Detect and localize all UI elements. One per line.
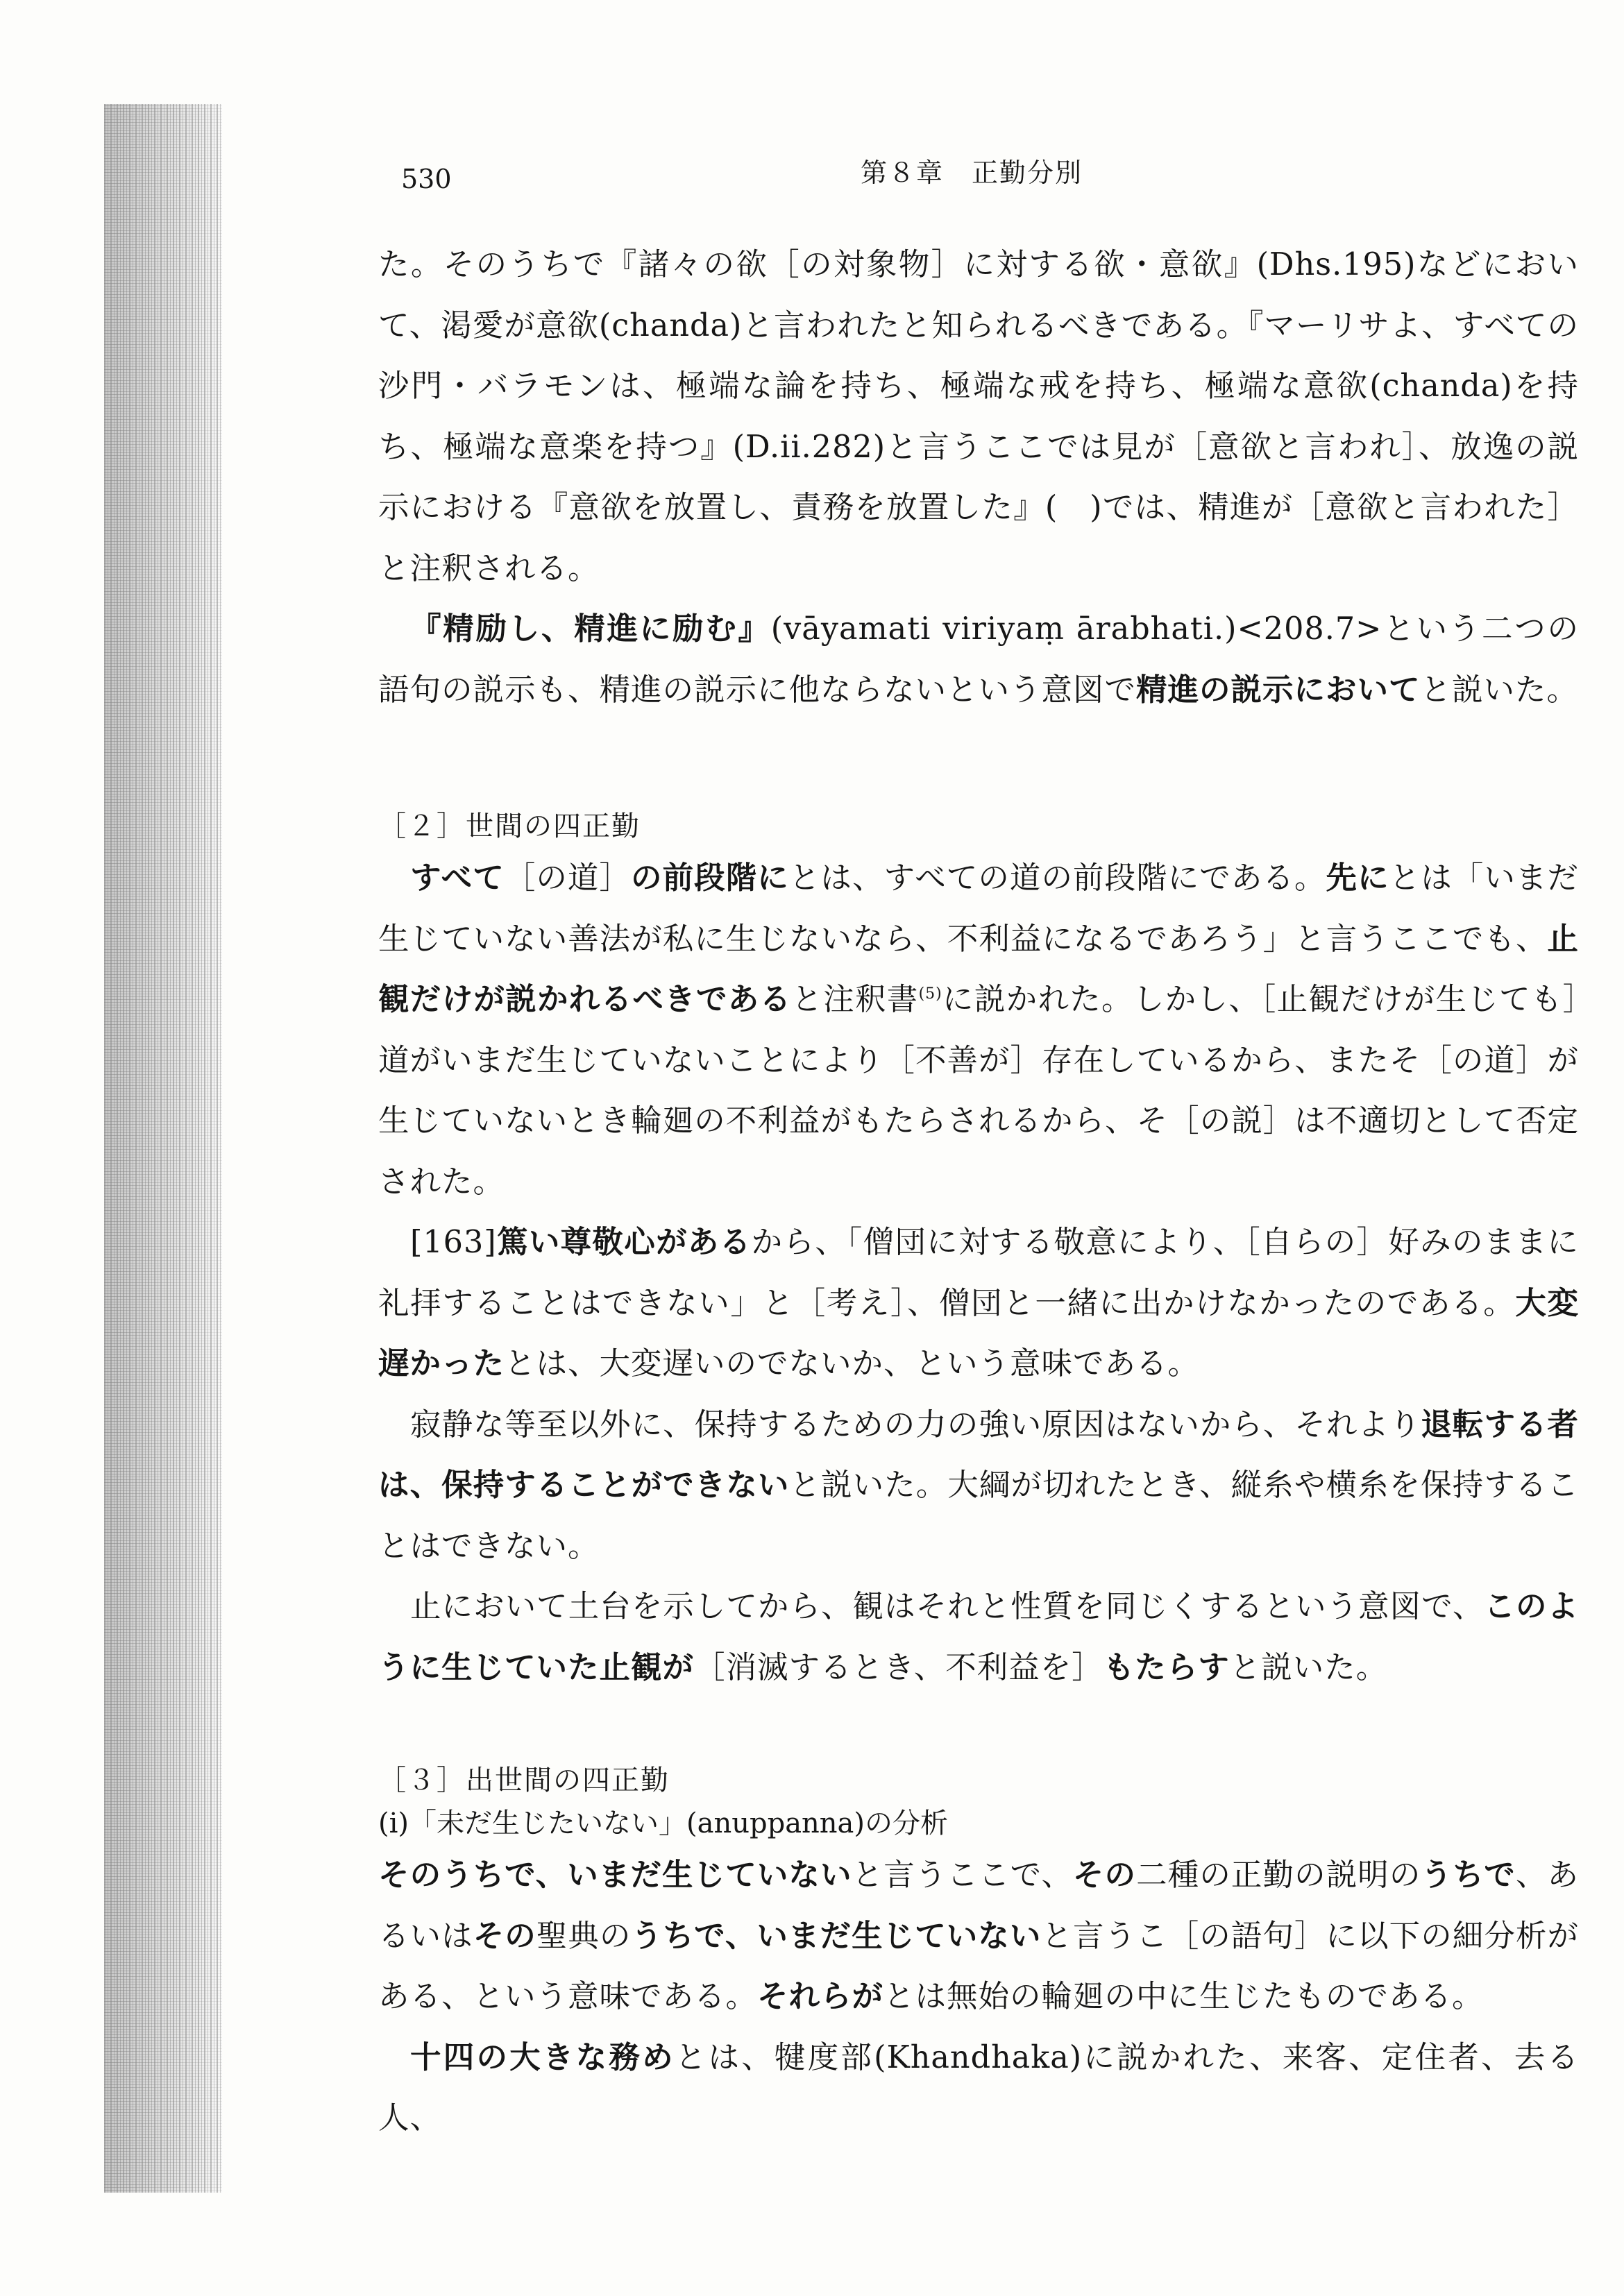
paragraph-text: とは、犍度部(Khandhaka)に説かれた、来客、定住者、去る人、 [378, 2039, 1579, 2136]
section-spacer [378, 1698, 1579, 1759]
paragraph-samatha-vipassana [378, 1576, 1579, 1698]
paragraph-text: と説いた。 [1420, 672, 1579, 708]
paragraph-text: (vāyamati viriyaṃ ārabhati.)<208.7>という二つの語句の説示も、精進の説示に他ならないという意図で [378, 611, 1579, 708]
paragraph-text: と言うこ［の語句］に以下の細分析がある、という意味である。 [378, 1918, 1579, 2014]
bold-term: 十四の大きな務め [410, 2039, 675, 2075]
page-reference: [163] [410, 1225, 497, 1260]
bold-term: もたらす [1103, 1649, 1230, 1685]
paragraph-respect [378, 1212, 1579, 1395]
bold-term: このように生じていた止観が [378, 1589, 1579, 1685]
bold-term: そのうちで、いまだ生じていない [378, 1857, 852, 1893]
paragraph-attainment [378, 1395, 1579, 1577]
paragraph-text: 二種の正勤の説明の [1136, 1857, 1421, 1893]
paragraph-text: ［消滅するとき、不利益を］ [694, 1649, 1103, 1685]
paragraph-text: から、「僧団に対する敬意により、［自らの］好みのままに礼拝することはできない」と［考え］、僧団と一緒に出かけなかったのである。 [378, 1225, 1579, 1321]
chapter-running-head: 第８章 正勤分別 [861, 158, 1083, 188]
section-heading-supramundane: ［３］出世間の四正勤 [378, 1764, 670, 1796]
subsection-heading-anuppanna: (i)「未だ生じたいない」(anuppanna)の分析 [378, 1808, 949, 1839]
paragraph-fourteen-duties [378, 2027, 1579, 2149]
bold-term: それらが [757, 1979, 884, 2014]
paragraph-text: とは無始の輪廻の中に生じたものである。 [883, 1979, 1484, 2014]
bold-term: その [1072, 1857, 1137, 1893]
bold-term: 大変遅かった [378, 1285, 1579, 1381]
paragraph-text: と説いた。 [1229, 1649, 1388, 1685]
paragraph-text: とは、大変遅いのでないか、という意味である。 [505, 1346, 1200, 1381]
paragraph-preliminary-stage [378, 848, 1579, 1212]
paragraph-text: 止において土台を示してから、観はそれと性質を同じくするという意図で、 [410, 1589, 1485, 1624]
bold-term: うちで [1421, 1857, 1516, 1893]
footnote-marker: (5) [918, 985, 942, 1003]
bold-term: うちで、いまだ生じていない [631, 1918, 1042, 1954]
paragraph-text: と注釈書 [791, 982, 919, 1017]
bold-term: その [473, 1918, 536, 1954]
section-heading-mundane: ［２］世間の四正勤 [378, 810, 641, 842]
paragraph-text: た。そのうちで『諸々の欲［の対象物］に対する欲・意欲』(Dhs.195)などにおいて、渇愛が意欲(chanda)と言われたと知られるべきである。『マーリサよ、すべての沙門・バラモンは、極端な論を持ち、極端な戒を持ち、極端な意欲(chanda)を持ち、極端な意楽を持つ』(D.ii.282)と言うここでは見が［意欲と言われ］、放逸の説示における『意欲を放置し、責務を放置した』( )では、精進が［意欲と言われた］と注釈される。 [378, 247, 1579, 586]
paragraph-text: と言うここで、 [852, 1857, 1073, 1893]
paragraph-text: 寂静な等至以外に、保持するための力の強い原因はないから、それより [410, 1406, 1421, 1443]
paragraph-viriya [378, 599, 1579, 720]
paragraph-text: 聖典の [536, 1918, 632, 1954]
bold-term: 篤い尊敬心がある [496, 1225, 752, 1260]
page-body [378, 235, 1579, 2149]
bold-term: の前段階に [631, 860, 789, 896]
bold-term: 退転する者は、保持することができない [378, 1406, 1579, 1503]
paragraph-not-yet-arisen [378, 1845, 1579, 2027]
bold-term: 『精励し、精進に励む』 [410, 611, 771, 647]
paragraph-text: とは「いまだ生じていない善法が私に生じないなら、不利益になるであろう」と言うここでも、 [378, 860, 1579, 957]
bold-term: すべて [410, 860, 505, 896]
bold-term: 精進の説示において [1136, 672, 1421, 708]
section-spacer [378, 720, 1579, 805]
paragraph-chanda [378, 235, 1579, 599]
paragraph-text: ［の道］ [504, 860, 632, 896]
bold-term: 止観だけが説かれるべきである [378, 921, 1579, 1017]
paragraph-text: とは、すべての道の前段階にである。 [788, 860, 1326, 896]
paragraph-text: と説いた。大綱が切れたとき、縦糸や横糸を保持することはできない。 [378, 1468, 1579, 1564]
bold-term: 先に [1326, 860, 1389, 896]
scan-margin-shadow [104, 104, 222, 2193]
page-number: 530 [401, 164, 452, 194]
paragraph-text: 、あるいは [378, 1857, 1579, 1954]
paragraph-text: に説かれた。しかし、［止観だけが生じても］道がいまだ生じていないことにより［不善が］存在しているから、またそ［の道］が生じていないとき輪廻の不利益がもたらされるから、そ［の説］は不適切として否定された。 [378, 982, 1579, 1200]
